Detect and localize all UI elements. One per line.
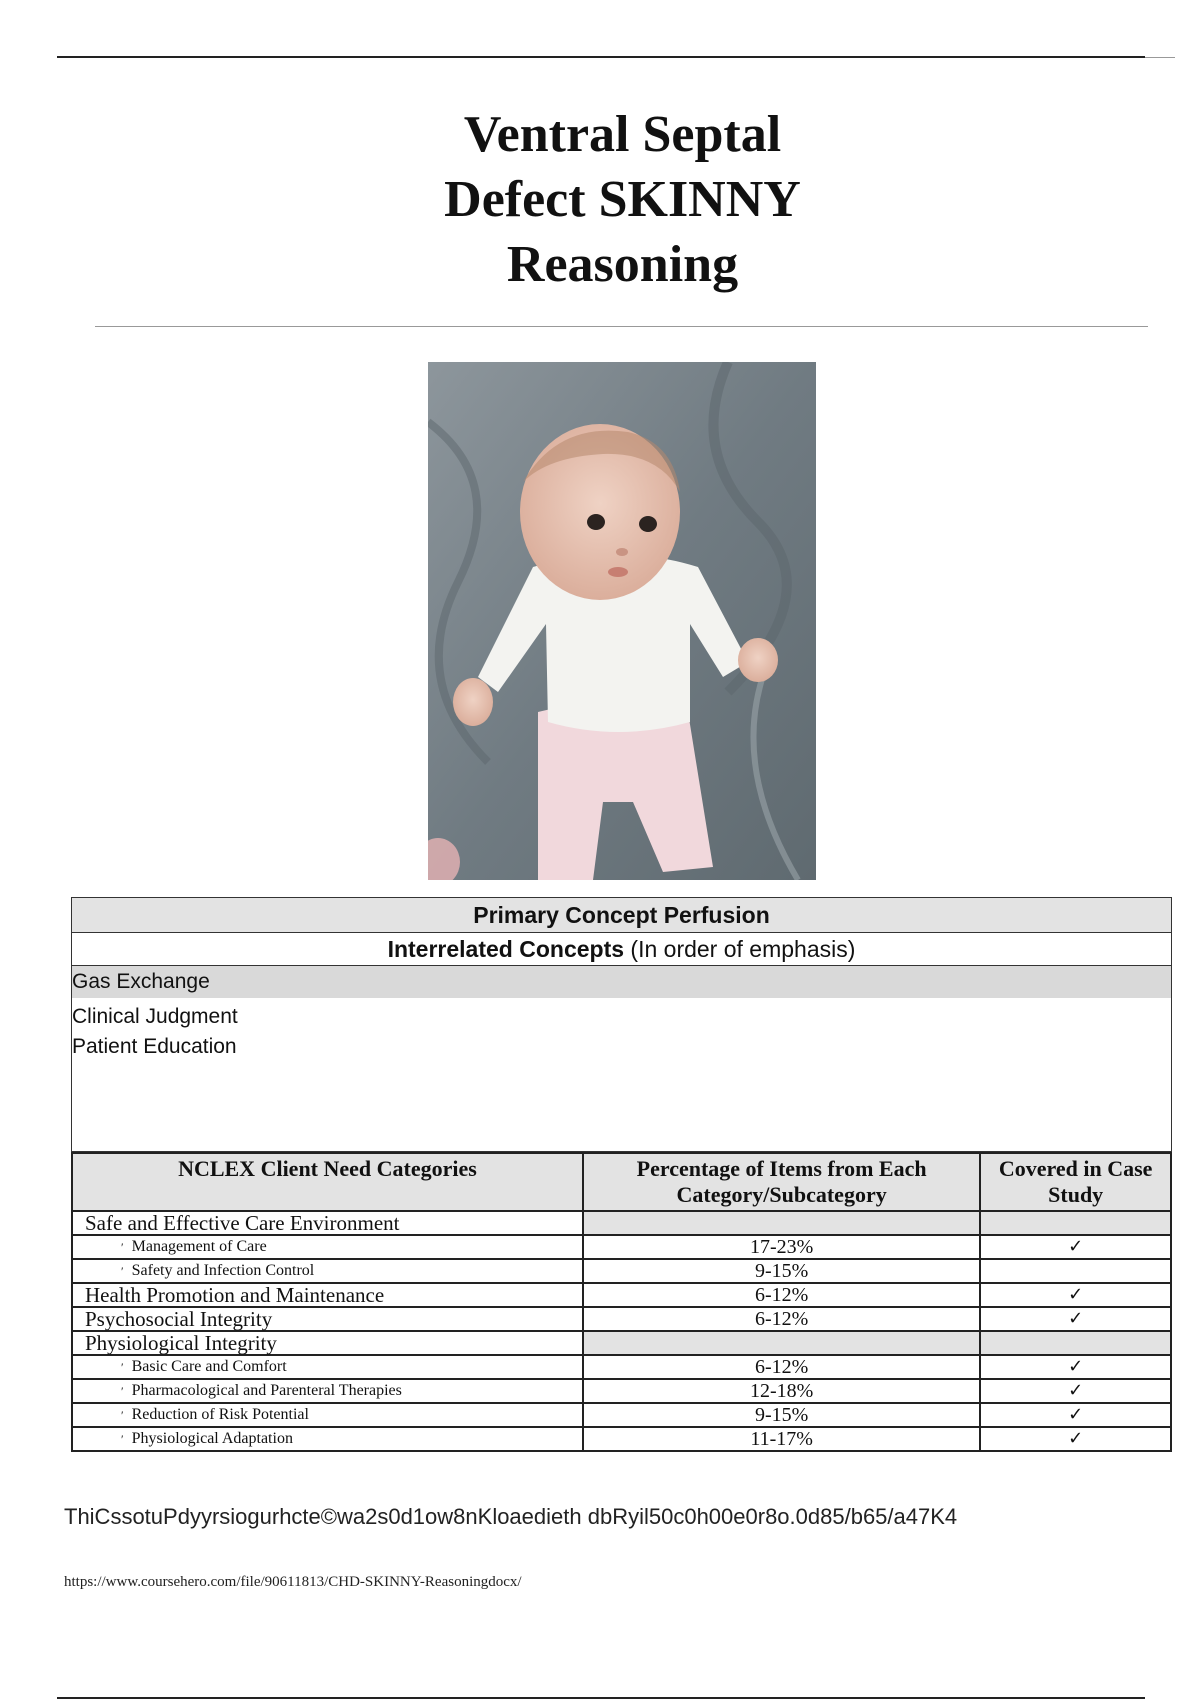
title-line-3: Reasoning — [506, 236, 739, 293]
category-cell — [72, 1403, 583, 1427]
bullet-icon: ′ — [121, 1384, 124, 1398]
source-url[interactable]: https://www.coursehero.com/file/90611813/CHD-SKINNY-Reasoningdocx/ — [64, 1574, 522, 1590]
category-cell — [72, 1427, 583, 1451]
covered-check-icon: ✓ — [980, 1403, 1171, 1427]
interrelated-concepts-label: Interrelated Concepts — [387, 936, 625, 962]
table-row — [72, 1379, 1171, 1403]
category-cell — [72, 1283, 583, 1307]
category-label: Safe and Effective Care Environment — [85, 1211, 400, 1235]
concept-item-patient-education: Patient Education — [72, 1035, 237, 1058]
section-divider — [95, 326, 1148, 327]
table-row — [72, 1331, 1171, 1355]
copyright-notice: ThiCssotuPdyyrsiogurhcte©wa2s0d1ow8nKloaedieth dbRyil50c0h00e0r8o.0d85/b65/a47K4 — [64, 1504, 958, 1529]
table-row — [72, 1403, 1171, 1427]
percentage-cell: 9-15% — [583, 1403, 980, 1427]
nclex-table — [71, 1152, 1172, 1452]
category-label: Basic Care and Comfort — [131, 1358, 287, 1375]
category-cell — [72, 1259, 583, 1283]
concept-item-gas-exchange: Gas Exchange — [72, 966, 1171, 998]
covered-check-icon: ✓ — [980, 1283, 1171, 1307]
covered-check-icon — [980, 1331, 1171, 1355]
primary-concept-value: Perfusion — [663, 902, 770, 928]
table-row — [72, 1235, 1171, 1259]
category-label: Physiological Integrity — [85, 1331, 277, 1355]
bullet-icon: ′ — [121, 1360, 124, 1374]
category-label: Safety and Infection Control — [131, 1262, 315, 1279]
category-label: Physiological Adaptation — [131, 1430, 293, 1447]
table-row — [72, 1355, 1171, 1379]
table-row — [72, 1259, 1171, 1283]
bullet-icon: ′ — [121, 1432, 124, 1446]
bullet-icon: ′ — [121, 1408, 124, 1422]
primary-concept-label: Primary Concept — [473, 902, 658, 928]
covered-check-icon: ✓ — [980, 1427, 1171, 1451]
percentage-cell — [583, 1211, 980, 1235]
top-rule — [57, 56, 1145, 58]
percentage-cell: 12-18% — [583, 1379, 980, 1403]
concept-item-clinical-judgment: Clinical Judgment — [72, 1005, 238, 1028]
covered-check-icon: ✓ — [980, 1307, 1171, 1331]
category-cell — [72, 1211, 583, 1235]
category-cell — [72, 1307, 583, 1331]
category-label: Health Promotion and Maintenance — [85, 1283, 385, 1307]
interrelated-concepts-row — [72, 932, 1171, 966]
header-percentage: Percentage of Items from Each Category/Subcategory — [583, 1153, 980, 1211]
title-line-1: Ventral Septal — [463, 106, 782, 163]
bullet-icon: ′ — [121, 1240, 124, 1254]
category-label: Reduction of Risk Potential — [131, 1406, 309, 1423]
percentage-cell: 6-12% — [583, 1355, 980, 1379]
category-label: Pharmacological and Parenteral Therapies — [131, 1382, 402, 1399]
header-covered: Covered in Case Study — [980, 1153, 1171, 1211]
category-label: Management of Care — [131, 1238, 267, 1255]
category-label: Psychosocial Integrity — [85, 1307, 273, 1331]
category-cell — [72, 1235, 583, 1259]
percentage-cell: 6-12% — [583, 1307, 980, 1331]
header-categories: NCLEX Client Need Categories — [72, 1153, 583, 1211]
category-cell — [72, 1355, 583, 1379]
covered-check-icon: ✓ — [980, 1235, 1171, 1259]
percentage-cell: 9-15% — [583, 1259, 980, 1283]
infant-photo — [428, 362, 816, 880]
percentage-cell: 6-12% — [583, 1283, 980, 1307]
nclex-header-row — [72, 1153, 1171, 1211]
infant-photo-icon — [428, 362, 816, 880]
table-row — [72, 1283, 1171, 1307]
covered-check-icon — [980, 1259, 1171, 1283]
percentage-cell: 17-23% — [583, 1235, 980, 1259]
table-row — [72, 1211, 1171, 1235]
bullet-icon: ′ — [121, 1264, 124, 1278]
covered-check-icon — [980, 1211, 1171, 1235]
top-rule-tail — [1145, 57, 1175, 58]
percentage-cell: 11-17% — [583, 1427, 980, 1451]
percentage-cell — [583, 1331, 980, 1355]
concepts-table — [71, 897, 1172, 1152]
covered-check-icon: ✓ — [980, 1379, 1171, 1403]
bottom-rule — [57, 1697, 1145, 1699]
interrelated-concepts-note: (In order of emphasis) — [630, 936, 856, 962]
title-line-2: Defect SKINNY — [444, 171, 801, 228]
document-title — [300, 102, 945, 297]
nclex-body — [72, 1211, 1171, 1451]
table-row — [72, 1427, 1171, 1451]
covered-check-icon: ✓ — [980, 1355, 1171, 1379]
category-cell — [72, 1379, 583, 1403]
primary-concept-row — [72, 898, 1171, 932]
table-row — [72, 1307, 1171, 1331]
category-cell — [72, 1331, 583, 1355]
